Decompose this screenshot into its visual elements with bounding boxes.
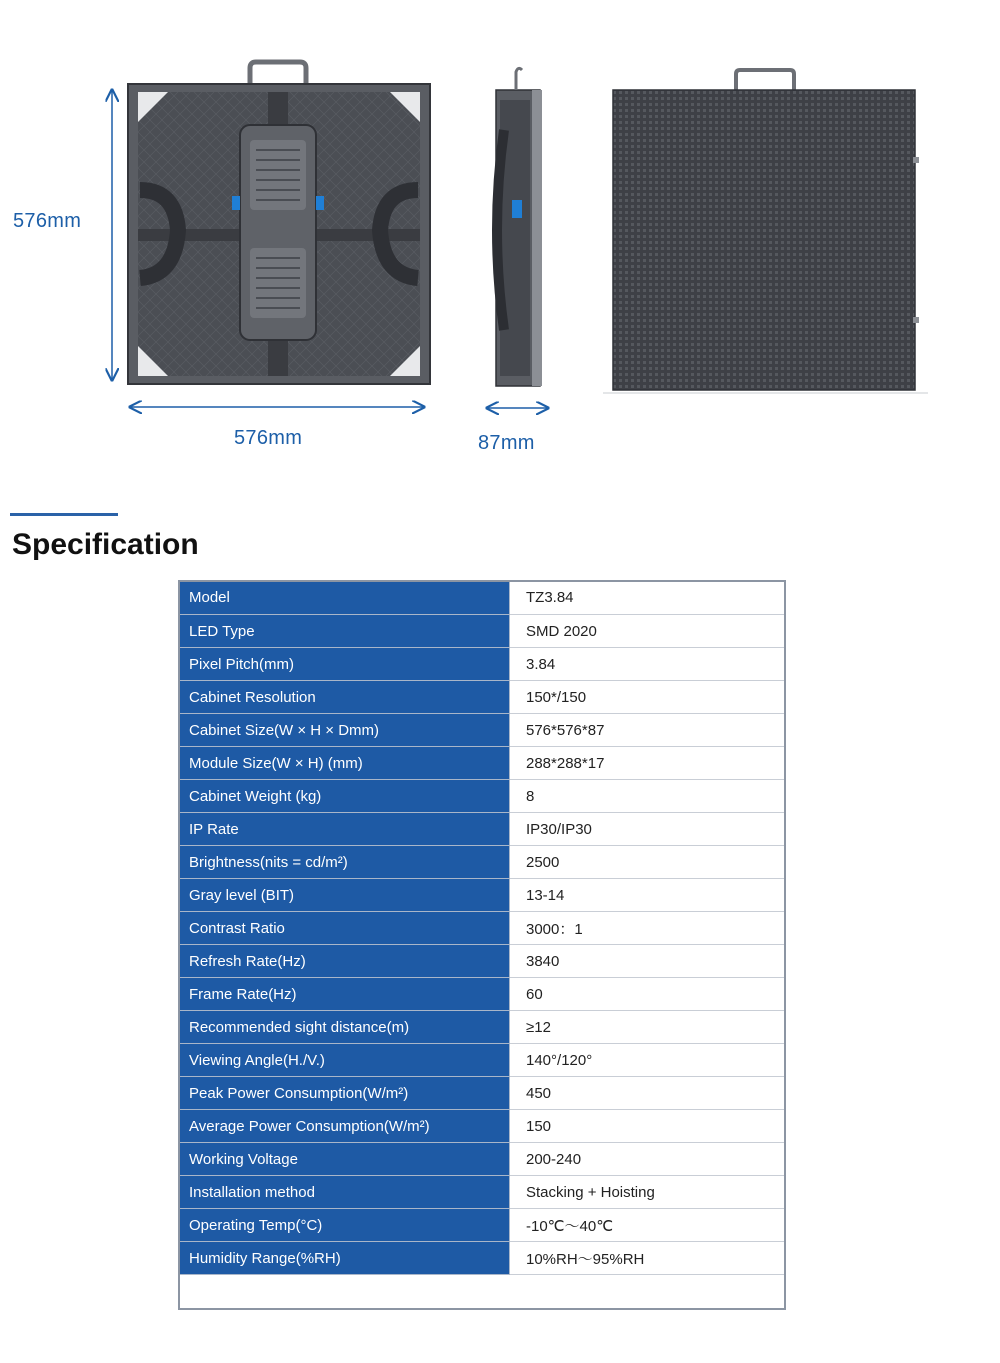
depth-dimension-label: 87mm xyxy=(478,432,535,454)
table-row xyxy=(179,1242,785,1275)
cabinet-front-view xyxy=(603,70,928,393)
table-row xyxy=(179,648,785,681)
spec-value: -10℃～40℃ xyxy=(510,1209,785,1242)
spec-value: IP30/IP30 xyxy=(510,813,785,846)
spec-value: 3000：1 xyxy=(510,912,785,945)
spec-key: Cabinet Weight (kg) xyxy=(179,780,510,813)
cabinet-back-view xyxy=(128,62,430,384)
spec-key: Contrast Ratio xyxy=(179,912,510,945)
table-row xyxy=(179,1044,785,1077)
table-row xyxy=(179,846,785,879)
spec-key: Recommended sight distance(m) xyxy=(179,1011,510,1044)
spec-key: LED Type xyxy=(179,615,510,648)
table-row xyxy=(179,747,785,780)
table-row xyxy=(179,1011,785,1044)
section-title: Specification xyxy=(12,528,199,561)
width-dimension-label: 576mm xyxy=(234,427,303,449)
spec-value: 2500 xyxy=(510,846,785,879)
spec-value: 576*576*87 xyxy=(510,714,785,747)
spec-value: 3.84 xyxy=(510,648,785,681)
table-row xyxy=(179,1077,785,1110)
spec-key: Module Size(W × H) (mm) xyxy=(179,747,510,780)
spec-value: 10%RH～95%RH xyxy=(510,1242,785,1275)
specification-table xyxy=(178,580,785,1275)
table-row xyxy=(179,1209,785,1242)
spec-value: 150*/150 xyxy=(510,681,785,714)
spec-key: Average Power Consumption(W/m²) xyxy=(179,1110,510,1143)
spec-value: 200-240 xyxy=(510,1143,785,1176)
spec-value: 8 xyxy=(510,780,785,813)
spec-key: Humidity Range(%RH) xyxy=(179,1242,510,1275)
spec-key: Cabinet Resolution xyxy=(179,681,510,714)
table-row xyxy=(179,912,785,945)
spec-key: Cabinet Size(W × H × Dmm) xyxy=(179,714,510,747)
spec-value: 13-14 xyxy=(510,879,785,912)
spec-value: 288*288*17 xyxy=(510,747,785,780)
spec-key: Installation method xyxy=(179,1176,510,1209)
spec-value: 3840 xyxy=(510,945,785,978)
spec-key: Operating Temp(°C) xyxy=(179,1209,510,1242)
spec-value: SMD 2020 xyxy=(510,615,785,648)
table-row xyxy=(179,978,785,1011)
section-divider xyxy=(10,513,118,516)
spec-key: Pixel Pitch(mm) xyxy=(179,648,510,681)
spec-key: Frame Rate(Hz) xyxy=(179,978,510,1011)
table-row xyxy=(179,780,785,813)
spec-value: 150 xyxy=(510,1110,785,1143)
spec-value: 450 xyxy=(510,1077,785,1110)
spec-key: Gray level (BIT) xyxy=(179,879,510,912)
height-dimension-label: 576mm xyxy=(13,210,82,232)
product-illustrations xyxy=(0,0,1000,470)
spec-key: Refresh Rate(Hz) xyxy=(179,945,510,978)
spec-key: IP Rate xyxy=(179,813,510,846)
spec-value: TZ3.84 xyxy=(510,581,785,615)
table-row xyxy=(179,1176,785,1209)
spec-key: Viewing Angle(H./V.) xyxy=(179,1044,510,1077)
table-row xyxy=(179,1143,785,1176)
table-row xyxy=(179,581,785,615)
spec-key: Working Voltage xyxy=(179,1143,510,1176)
spec-value: ≥12 xyxy=(510,1011,785,1044)
table-row xyxy=(179,879,785,912)
spec-key: Peak Power Consumption(W/m²) xyxy=(179,1077,510,1110)
table-row xyxy=(179,681,785,714)
spec-value: 140°/120° xyxy=(510,1044,785,1077)
spec-key: Model xyxy=(179,581,510,615)
table-row xyxy=(179,714,785,747)
table-row xyxy=(179,1110,785,1143)
spec-value: Stacking + Hoisting xyxy=(510,1176,785,1209)
table-row xyxy=(179,813,785,846)
table-row xyxy=(179,945,785,978)
table-row xyxy=(179,615,785,648)
spec-value: 60 xyxy=(510,978,785,1011)
cabinet-side-view xyxy=(496,68,542,386)
spec-key: Brightness(nits = cd/m²) xyxy=(179,846,510,879)
